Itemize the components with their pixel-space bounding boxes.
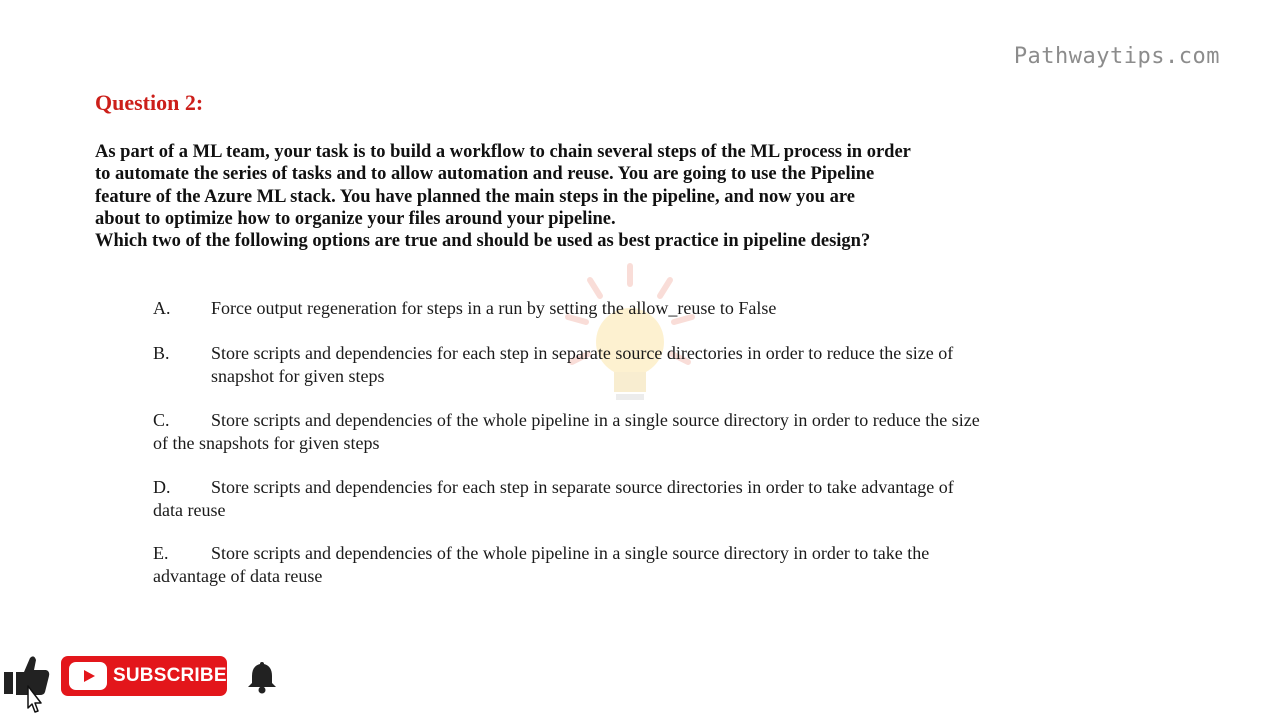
question-text (95, 141, 1155, 252)
option-text: Force output regeneration for steps in a run by setting the allow_reuse to False (211, 298, 777, 318)
option-d[interactable] (153, 476, 954, 521)
question-line: Which two of the following options are true and should be used as best practice in pipeline design? (95, 231, 871, 252)
option-letter: C. (153, 410, 170, 430)
option-text: Store scripts and dependencies of the whole pipeline in a single source directory in order to take the (211, 543, 930, 563)
option-letter: D. (153, 477, 171, 497)
option-letter: B. (153, 343, 170, 363)
option-b[interactable] (153, 342, 1111, 387)
option-text: snapshot for given steps (211, 365, 385, 386)
question-line: about to optimize how to organize your files around your pipeline. (95, 208, 616, 229)
youtube-play-icon (69, 662, 107, 690)
option-c[interactable] (153, 409, 980, 454)
option-a[interactable] (153, 297, 776, 320)
option-letter: A. (153, 298, 171, 318)
question-line: to automate the series of tasks and to allow automation and reuse. You are going to use the Pipeline (95, 164, 875, 185)
subscribe-footer (0, 648, 300, 720)
subscribe-label: SUBSCRIBE (113, 665, 227, 686)
question-title: Question 2: (95, 90, 204, 115)
bell-icon[interactable] (246, 660, 278, 694)
option-text: Store scripts and dependencies of the whole pipeline in a single source directory in order to reduce the size (211, 410, 980, 430)
option-text: advantage of data reuse (153, 565, 323, 586)
option-letter: E. (153, 543, 169, 563)
question-line: feature of the Azure ML stack. You have planned the main steps in the pipeline, and now you are (95, 186, 855, 207)
thumbs-up-icon[interactable] (2, 652, 52, 716)
option-text: Store scripts and dependencies for each step in separate source directories in order to take advantage of (211, 477, 954, 497)
question-line: As part of a ML team, your task is to build a workflow to chain several steps of the ML process in order (95, 142, 911, 162)
option-text: Store scripts and dependencies for each step in separate source directories in order to reduce the size of (211, 343, 954, 363)
subscribe-button[interactable] (61, 656, 227, 696)
option-text: of the snapshots for given steps (153, 432, 380, 453)
option-e[interactable] (153, 542, 929, 587)
option-text: data reuse (153, 499, 226, 520)
brand-watermark-text: Pathwaytips.com (1013, 44, 1220, 69)
